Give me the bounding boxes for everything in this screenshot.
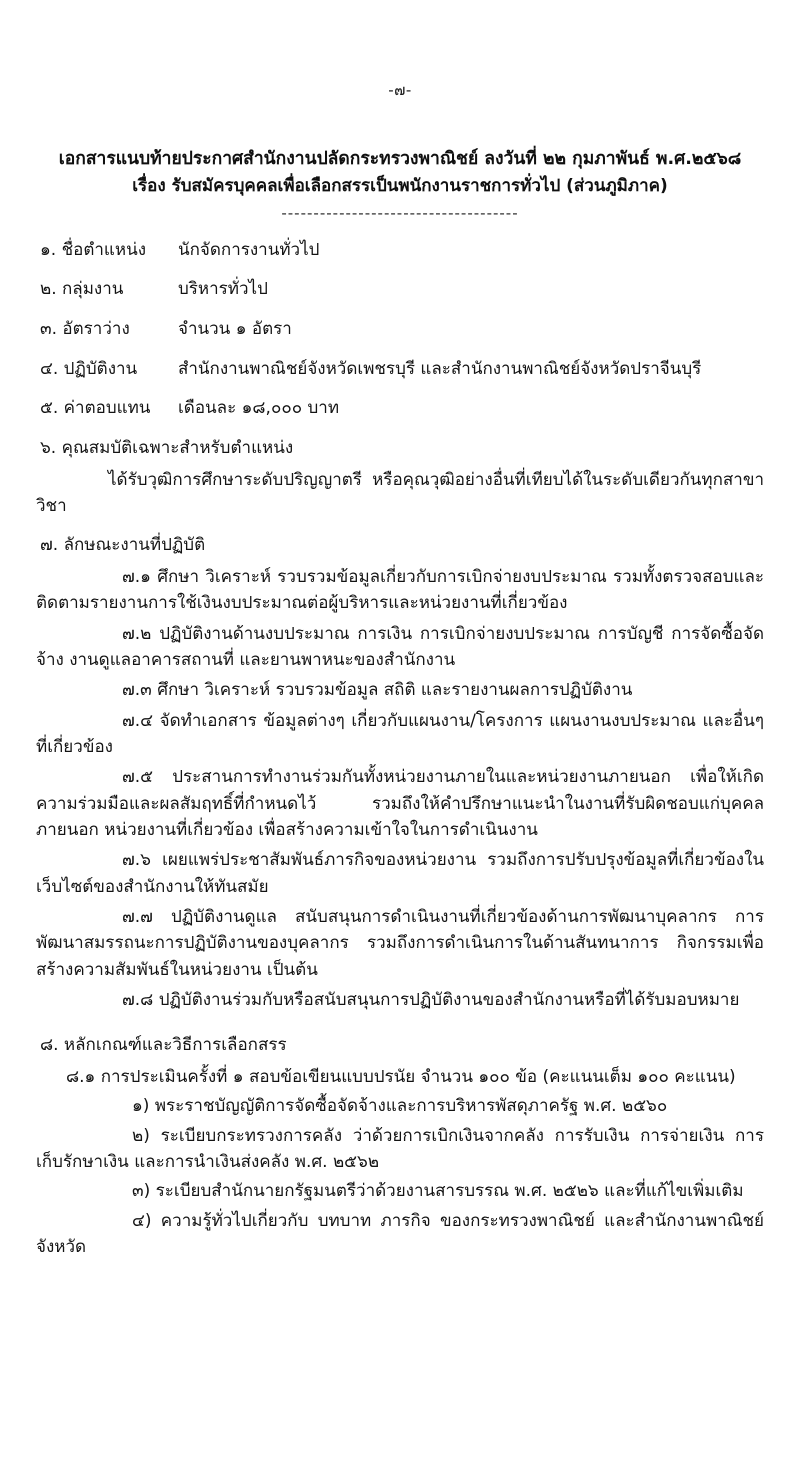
section-8-items [36, 1093, 764, 1260]
section-7-item: ๗.๘ ปฏิบัติงานร่วมกับหรือสนับสนุนการปฏิบัติงานของสำนักงานหรือที่ได้รับมอบหมาย [122, 990, 740, 1011]
section-6-body: ได้รับวุฒิการศึกษาระดับปริญญาตรี หรือคุณวุฒิอย่างอื่นที่เทียบได้ในระดับเดียวกันทุกสาขาวิชา [36, 469, 764, 516]
section-7-heading: ๗. ลักษณะงานที่ปฏิบัติ [40, 535, 206, 556]
section-7-item: ๗.๓ ศึกษา วิเคราะห์ รวบรวมข้อมูล สถิติ และรายงานผลการปฏิบัติงาน [122, 680, 633, 701]
field-label: ๕. ค่าตอบแทน [40, 398, 151, 419]
field-label: ๑. ชื่อตำแหน่ง [40, 239, 147, 260]
field-group [36, 277, 764, 302]
field-position [36, 238, 764, 263]
field-value: บริหารทั่วไป [178, 279, 268, 300]
section-7-item: ๗.๒ ปฏิบัติงานด้านงบประมาณ การเงิน การเบิกจ่ายงบประมาณ การบัญชี การจัดซื้อจัดจ้าง งานดูแลอาคารสถานที่ และยานพาหนะของสำนักงาน [36, 623, 764, 670]
section-7-item: ๗.๑ ศึกษา วิเคราะห์ รวบรวมข้อมูลเกี่ยวกับการเบิกจ่ายงบประมาณ รวมทั้งตรวจสอบและติดตามรายงานการใช้เงินงบประมาณต่อผู้บริหารและหน่วยงานที่เกี่ยวข้อง [36, 566, 764, 614]
field-vacancy [36, 317, 764, 342]
section-8-item: ๓) ระเบียบสำนักนายกรัฐมนตรีว่าด้วยงานสารบรรณ พ.ศ. ๒๕๒๖ และที่แก้ไขเพิ่มเติม [132, 1181, 744, 1202]
field-value: นักจัดการงานทั่วไป [178, 239, 320, 260]
section-8-item: ๑) พระราชบัญญัติการจัดซื้อจัดจ้างและการบริหารพัสดุภาครัฐ พ.ศ. ๒๕๖๐ [132, 1096, 668, 1117]
document-subtitle: เรื่อง รับสมัครบุคคลเพื่อเลือกสรรเป็นพนักงานราชการทั่วไป (ส่วนภูมิภาค) [132, 176, 668, 197]
field-label: ๓. อัตราว่าง [40, 319, 130, 340]
section-8-heading: ๘. หลักเกณฑ์และวิธีการเลือกสรร [40, 1035, 287, 1056]
page-number: -๗- [388, 81, 412, 99]
section-8-subheading: ๘.๑ การประเมินครั้งที่ ๑ สอบข้อเขียนแบบปรนัย จำนวน ๑๐๐ ข้อ (คะแนนเต็ม ๑๐๐ คะแนน) [66, 1067, 736, 1088]
field-value: จำนวน ๑ อัตรา [178, 319, 292, 340]
document-title: เอกสารแนบท้ายประกาศสำนักงานปลัดกระทรวงพาณิชย์ ลงวันที่ ๒๒ กุมภาพันธ์ พ.ศ.๒๕๖๘ [58, 149, 742, 169]
section-8-item: ๔) ความรู้ทั่วไปเกี่ยวกับ บทบาท ภารกิจ ของกระทรวงพาณิชย์ และสำนักงานพาณิชย์จังหวัด [36, 1210, 764, 1258]
section-7-item: ๗.๔ จัดทำเอกสาร ข้อมูลต่างๆ เกี่ยวกับแผนงาน/โครงการ แผนงานงบประมาณ และอื่นๆ ที่เกี่ยวข้อง [36, 710, 764, 757]
title-divider: ------------------------------------- [281, 203, 519, 222]
section-6-heading: ๖. คุณสมบัติเฉพาะสำหรับตำแหน่ง [40, 437, 294, 458]
section-7-item: ๗.๕ ประสานการทำงานร่วมกันทั้งหน่วยงานภายในและหน่วยงานภายนอก เพื่อให้เกิดความร่วมมือและผลสัมฤทธิ์ที่กำหนดไว้ รวมถึงให้คำปรึกษาแนะนำในงานที่รับผิดชอบแก่บุคคลภายนอก หน่วยงานที่เกี่ยวข้อง เพื่อสร้างความเข้าใจในการดำเนินงาน [36, 767, 764, 841]
field-workplace [36, 357, 764, 382]
section-8-item: ๒) ระเบียบกระทรวงการคลัง ว่าด้วยการเบิกเงินจากคลัง การรับเงิน การจ่ายเงิน การเก็บรักษาเงิน และการนำเงินส่งคลัง พ.ศ. ๒๕๖๒ [36, 1125, 764, 1173]
section-7-items [36, 564, 764, 1014]
section-7-item: ๗.๖ เผยแพร่ประชาสัมพันธ์ภารกิจของหน่วยงาน รวมถึงการปรับปรุงข้อมูลที่เกี่ยวข้องในเว็บไซต์ของสำนักงานให้ทันสมัย [36, 850, 764, 897]
field-salary [36, 396, 764, 421]
field-label: ๔. ปฏิบัติงาน [40, 358, 138, 379]
section-7-item: ๗.๗ ปฏิบัติงานดูแล สนับสนุนการดำเนินงานที่เกี่ยวข้องด้านการพัฒนาบุคลากร การพัฒนาสมรรถนะการปฏิบัติงานของบุคลากร รวมถึงการดำเนินการในด้านสันทนาการ กิจกรรมเพื่อสร้างความสัมพันธ์ในหน่วยงาน เป็นต้น [36, 907, 764, 980]
field-value: เดือนละ ๑๘,๐๐๐ บาท [178, 398, 340, 419]
field-value: สำนักงานพาณิชย์จังหวัดเพชรบุรี และสำนักงานพาณิชย์จังหวัดปราจีนบุรี [178, 358, 702, 379]
field-label: ๒. กลุ่มงาน [40, 279, 124, 300]
